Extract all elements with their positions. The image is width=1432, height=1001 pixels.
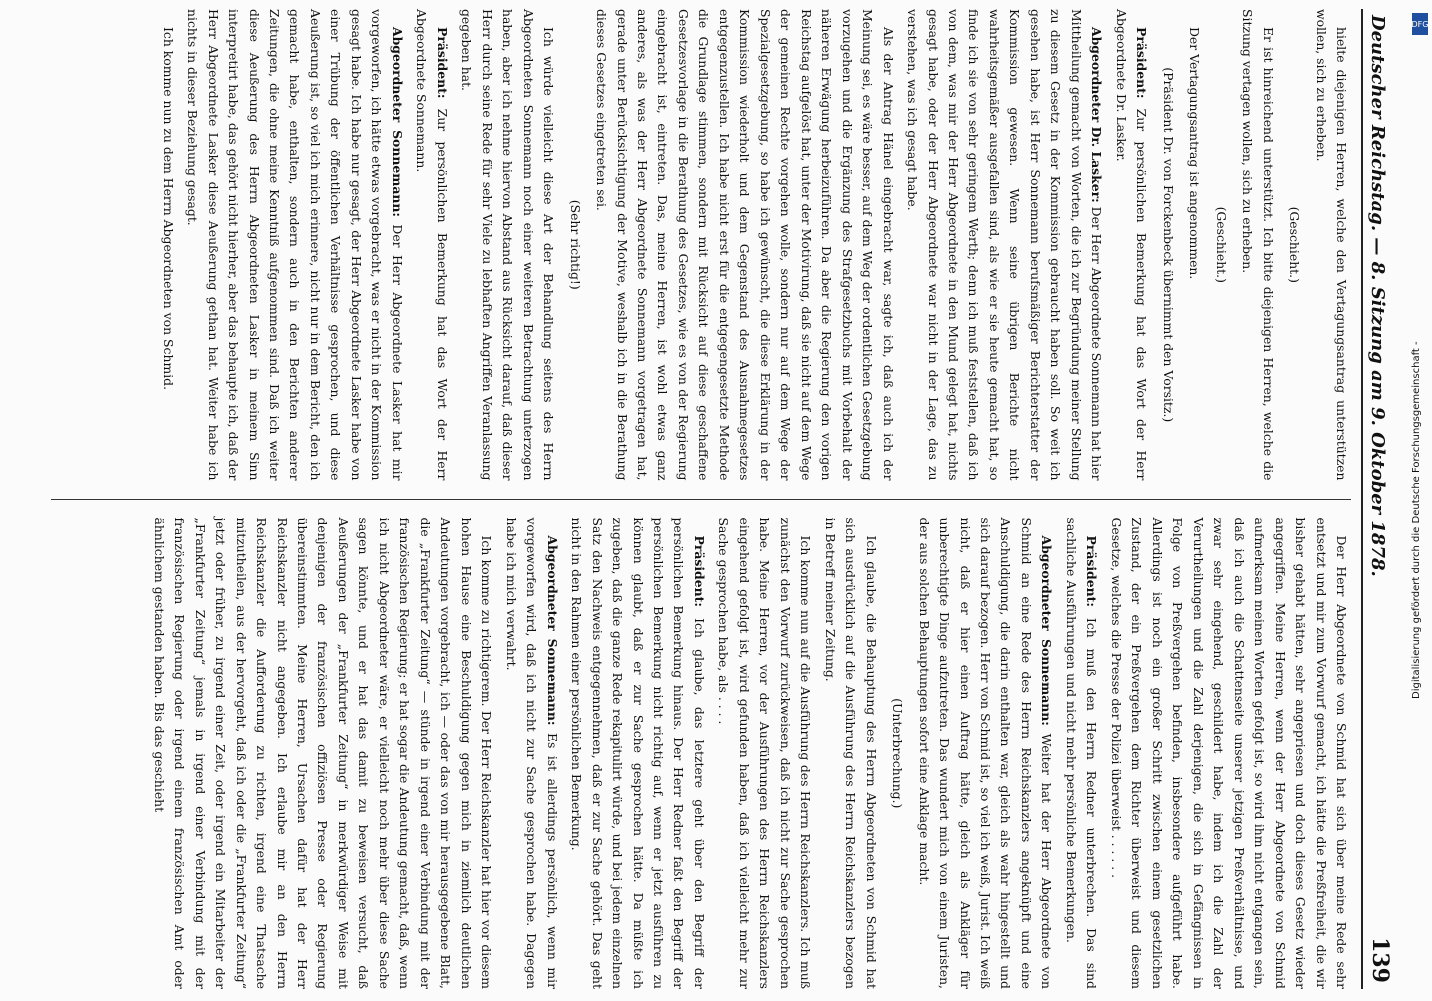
- paragraph: Als der Antrag Hänel eingebracht war, sagte ich, daß auch ich der Meinung sei, es wäre besser, auf dem Weg der ordentlichen Gesetzgebung vorzugehen und die Ergänzung des Strafgesetzbuchs mit Vorbehalt der näheren Erwägung herbeizuführen. Da aber die Regierung den vorigen Reichstag aufgelöst hat, unter der Motivirung, daß sie nicht auf dem Wege der gemeinen Rechte vorgehen wolle, sondern nur auf dem Wege der Spezialgesetzgebung, so habe ich gewünscht, die diese Erklärung in der Kommission wiederholt und dem Gegenstand des Ausnahmegesetzes entgegenzustellen. Ich habe nicht erst für die entgegengesetzte Methode die Grundlage stimmen, sondern mit Rücksicht auf diese geschaffene Gesetzesvorlage in die Berathung des Gesetzes, wie es von der Regierung eingebracht ist, eintreten. Das, meine Herren, ist wohl etwas ganz anderes, als was der Herr Abgeordnete Sonnemann vorgetragen hat, gerade unter Berücksichtigung der Motive, weshalb ich in die Berathung dieses Gesetzes eingetreten sei.: [594, 9, 896, 481]
- speech-text: Weiter hat der Herr Abgeordnete von Schmid an eine Rede des Herrn Reichskanzlers angeknüpft und eine Anschuldigung, die darin enthalten war, gleich als wahr hingestellt und sich darauf bezogen. Herr von Schmid ist, so viel ich weiß, Jurist. Ich weiß nicht, daß er hier einen Auftrag hätte, gleich als Ankläger für unberechtigte Dinge aufzutreten. Das wundert mich von einem Juristen, der aus solchen Behauptungen sofort eine Anklage macht.: [916, 517, 1055, 989]
- speech-text: Es ist allerdings persönlich, wenn mir vorgeworfen wird, daß ich nicht zur Sache gesprochen habe. Dagegen habe ich mich verwahrt.: [503, 517, 560, 990]
- header-title: [1367, 15, 1388, 577]
- page-number: 139: [1367, 937, 1393, 983]
- speech-text: Der Herr Abgeordnete Lasker hat mir vorgeworfen, ich hätte etwas vorgebracht, was er nicht in der Kommission gesagt habe. Ich habe nur gesagt, der Herr Abgeordnete Lasker habe von einer Trübung der öffentlichen Verhältnisse gesprochen, und diese Aeußerung ist, so viel ich mich erinnere, nicht nur in dem Bericht, den ich gemacht habe, enthalten, sondern auch in den Berichten anderer Zeitungen, die ohne meine Kenntniß aufgenommen sind. Daß ich weiter diese Aeußerung des Herrn Abgeordneten Lasker in meinem Sinn interpretirt habe, das gehört nicht hierher, aber das behaupte ich, daß der Herr Abgeordnete Lasker diese Aeußerung gethan hat. Weiter habe ich nichts in dieser Beziehung gesagt.: [185, 9, 405, 481]
- speaker-name: Präsident:: [1134, 27, 1150, 99]
- stage-direction: (Geschieht.): [1213, 206, 1229, 283]
- speaker-name: Abgeordneter Sonnemann:: [389, 27, 405, 217]
- stage-direction: (Geschieht.): [1287, 206, 1303, 283]
- speech-text: Der Herr Abgeordnete Sonnemann hat hier Mittheilung gemacht von Worten, die ich zur Begründung meiner Stellung zu diesem Gesetz in der Kommission gebraucht haben soll. So weit ich gesehen habe, ist Herr Sonnemann berufsmäßiger Berichterstatter der Kommission gewesen. Wenn seine übrigen Berichte nicht wahrheitsgemäßer ausgefallen sind, als wie er sie heute gemacht hat, so finde ich sie von sehr geringem Werth; denn ich muß feststellen, daß ich von dem, was mir der Herr Abgeordnete in den Mund gelegt hat, nichts gesagt habe, oder der Herr Abgeordnete war nicht in der Lage, das zu verstehen, was ich gesagt habe.: [905, 9, 1105, 481]
- speaker-name: Abgeordneter Dr. Lasker:: [1089, 27, 1105, 203]
- speaker-name: Präsident:: [434, 27, 450, 99]
- speech-text: Zur persönlichen Bemerkung hat das Wort der Herr Abgeordnete Sonnemann.: [414, 9, 450, 481]
- column-divider: [51, 499, 1351, 500]
- stage-direction: (Unterbrechung.): [890, 698, 906, 809]
- paragraph: [913, 518, 1056, 990]
- text-columns: [51, 9, 1351, 989]
- stage-direction: (Präsident Dr. von Forckenbeck übernimmt den Vorsitz.): [1160, 67, 1176, 423]
- paragraph: [182, 9, 407, 481]
- speaker-name: Präsident:: [1084, 535, 1100, 607]
- dfg-logo: DFG: [1412, 13, 1428, 35]
- paragraph: Der Vertagungsantrag ist angenommen.: [1187, 27, 1203, 280]
- paragraph: [1110, 9, 1151, 481]
- paragraph: [411, 9, 452, 481]
- paragraph: [566, 518, 709, 990]
- paragraph: Ich komme nun auf die Ausführung des Herrn Reichskanzlers. Ich muß zunächst den Vorwurf zurückweisen, daß ich nicht zur Sache gesprochen habe. Meine Herren, vor der Ausführungen des Herrn Reichskanzlers eingehend gefolgt ist, wird gefunden haben, daß ich vielleicht mehr zur Sache gesprochen habe, als . . . .: [716, 517, 814, 989]
- rotated-page-content: [39, 9, 1409, 989]
- page-header: [1361, 9, 1409, 989]
- paragraph: hielte diejenigen Herren, welche den Vertagungsantrag unterstützen wollen, sich zu erheben.: [1313, 9, 1349, 481]
- header-center: — 8. Sitzung am 9. Oktober 1878.: [1367, 237, 1388, 577]
- paragraph: Ich glaube, die Behauptung des Herrn Abgeordneten von Schmid hat sich ausdrücklich auf die Ausführung des Herrn Reichskanzlers bezogen in Betreff meiner Zeitung.: [822, 517, 879, 989]
- paragraph: Der Herr Abgeordnete von Schmid hat sich über meine Rede sehr entsetzt und mir zum Vorwurf gemacht, ich hätte die Preßfreiheit, die wir bisher gehabt hätten, sehr angepriesen und doch dieses Gesetz wieder angegriffen. Meine Herren, wenn der Herr Abgeordnete von Schmid aufmerksam meinen Worten gefolgt ist, so wird ihm nicht entgangen sein, daß ich auch die Schattenseite unserer jetzigen Preßverhältnisse, und zwar sehr eingehend, geschildert habe, indem ich die Zahl der Verurtheilungen und die Zahl derjenigen, die sich in Gefängnissen in Folge von Preßvergehen befinden, insbesondere aufgeführt habe. Allerdings ist noch ein großer Schritt zwischen einem gesetzlichen Zustand, der ein Preßvergehen dem Richter überweist und diesem Gesetze, welches die Presse der Polizei überweist . . . . . .: [1108, 517, 1349, 989]
- paragraph: Er ist hinreichend unterstützt. Ich bitte diejenigen Herren, welche die Sitzung vertagen wollen, sich zu erheben.: [1240, 9, 1276, 481]
- header-left: Deutscher Reichstag.: [1367, 15, 1388, 232]
- paragraph: [902, 9, 1107, 481]
- speaker-name: Abgeordneter Sonnemann:: [1039, 535, 1055, 726]
- paragraph: Ich komme zu richtigerem. Der Herr Reichskanzler hat hier vor diesem hohen Hause eine Beschuldigung gegen mich in ziemlich deutlichen Andeutungen vorgebracht, ich — oder das von mir herausgegebene Blatt, die „Frankfurter Zeitung“ — stünde in irgend einer Verbindung mit der französischen Regierung; er hat sogar die Andeutung gemacht, daß, wenn ich nicht Abgeordneter wäre, er vielleicht noch mehr über diese Sache sagen könnte, und er hat das damit zu beweisen versucht, daß Aeußerungen der „Frankfurter Zeitung“ in merkwürdiger Weise mit denjenigen der französischen offiziösen Presse oder Regierung übereinstimmten. Meine Herren, Ursachen dafür hat der Herr Reichskanzler nicht angegeben. Ich erlaube mir an den Herrn Reichskanzler die Aufforderung zu richten, irgend eine Thatsache mitzutheilen, aus der hervorgeht, daß ich oder die „Frankfurter Zeitung“ jetzt oder früher, zu irgend einer Zeit, oder irgend ein Mitarbeiter der „Frankfurter Zeitung“ jemals in irgend einer Verbindung mit der französischen Regierung oder irgend einem französischen Amt oder ähnlichem gestanden haben. Bis das geschieht: [151, 517, 495, 989]
- dfg-watermark: Digitalisierung gefördert durch die Deutsche Forschungsgemeinschaft -: [1411, 341, 1422, 699]
- speech-text: Zur persönlichen Bemerkung hat das Wort der Herr Abgeordnete Dr. Lasker.: [1113, 9, 1150, 481]
- stage-direction: (Sehr richtig!): [567, 199, 583, 290]
- paragraph: Ich komme nun zu dem Herrn Abgeordneten von Schmid.: [160, 27, 176, 391]
- paragraph: [500, 518, 561, 990]
- paragraph: Ich würde vielleicht diese Art der Behandlung seitens des Herrn Abgeordneten Sonnemann noch einer weiteren Betrachtung unterzogen haben, aber ich nehme hiervon Abstand aus Rücksicht darauf, daß dieser Herr durch seine Rede für sehr Viele zu lebhaften Angriffen Veranlassung gegeben hat.: [459, 9, 557, 481]
- speaker-name: Abgeordneter Sonnemann:: [544, 535, 560, 726]
- paragraph: [1060, 518, 1101, 990]
- speaker-name: Präsident:: [691, 535, 707, 607]
- speech-text: Ich muß den Herrn Redner unterbrechen. Das sind sachliche Ausführungen und nicht mehr persönliche Bemerkungen.: [1063, 517, 1100, 989]
- speech-text: Ich glaube, das letztere geht über den Begriff der persönlichen Bemerkung hinaus. Der Herr Redner faßt den Begriff der persönlichen Bemerkung nicht richtig auf, wenn er jetzt ausführen zu können glaubt, daß er zur Sache gesprochen hätte. Da müßte ich zugeben, daß die ganze Rede rekapitulirt würde, und bei jedem einzelnen Satz den Nachweis entgegennehmen, daß er zur Sache gehört. Das geht nicht in den Rahmen einer persönlichen Bemerkung.: [569, 517, 707, 989]
- column-right: [51, 518, 1351, 990]
- column-left: [51, 9, 1351, 481]
